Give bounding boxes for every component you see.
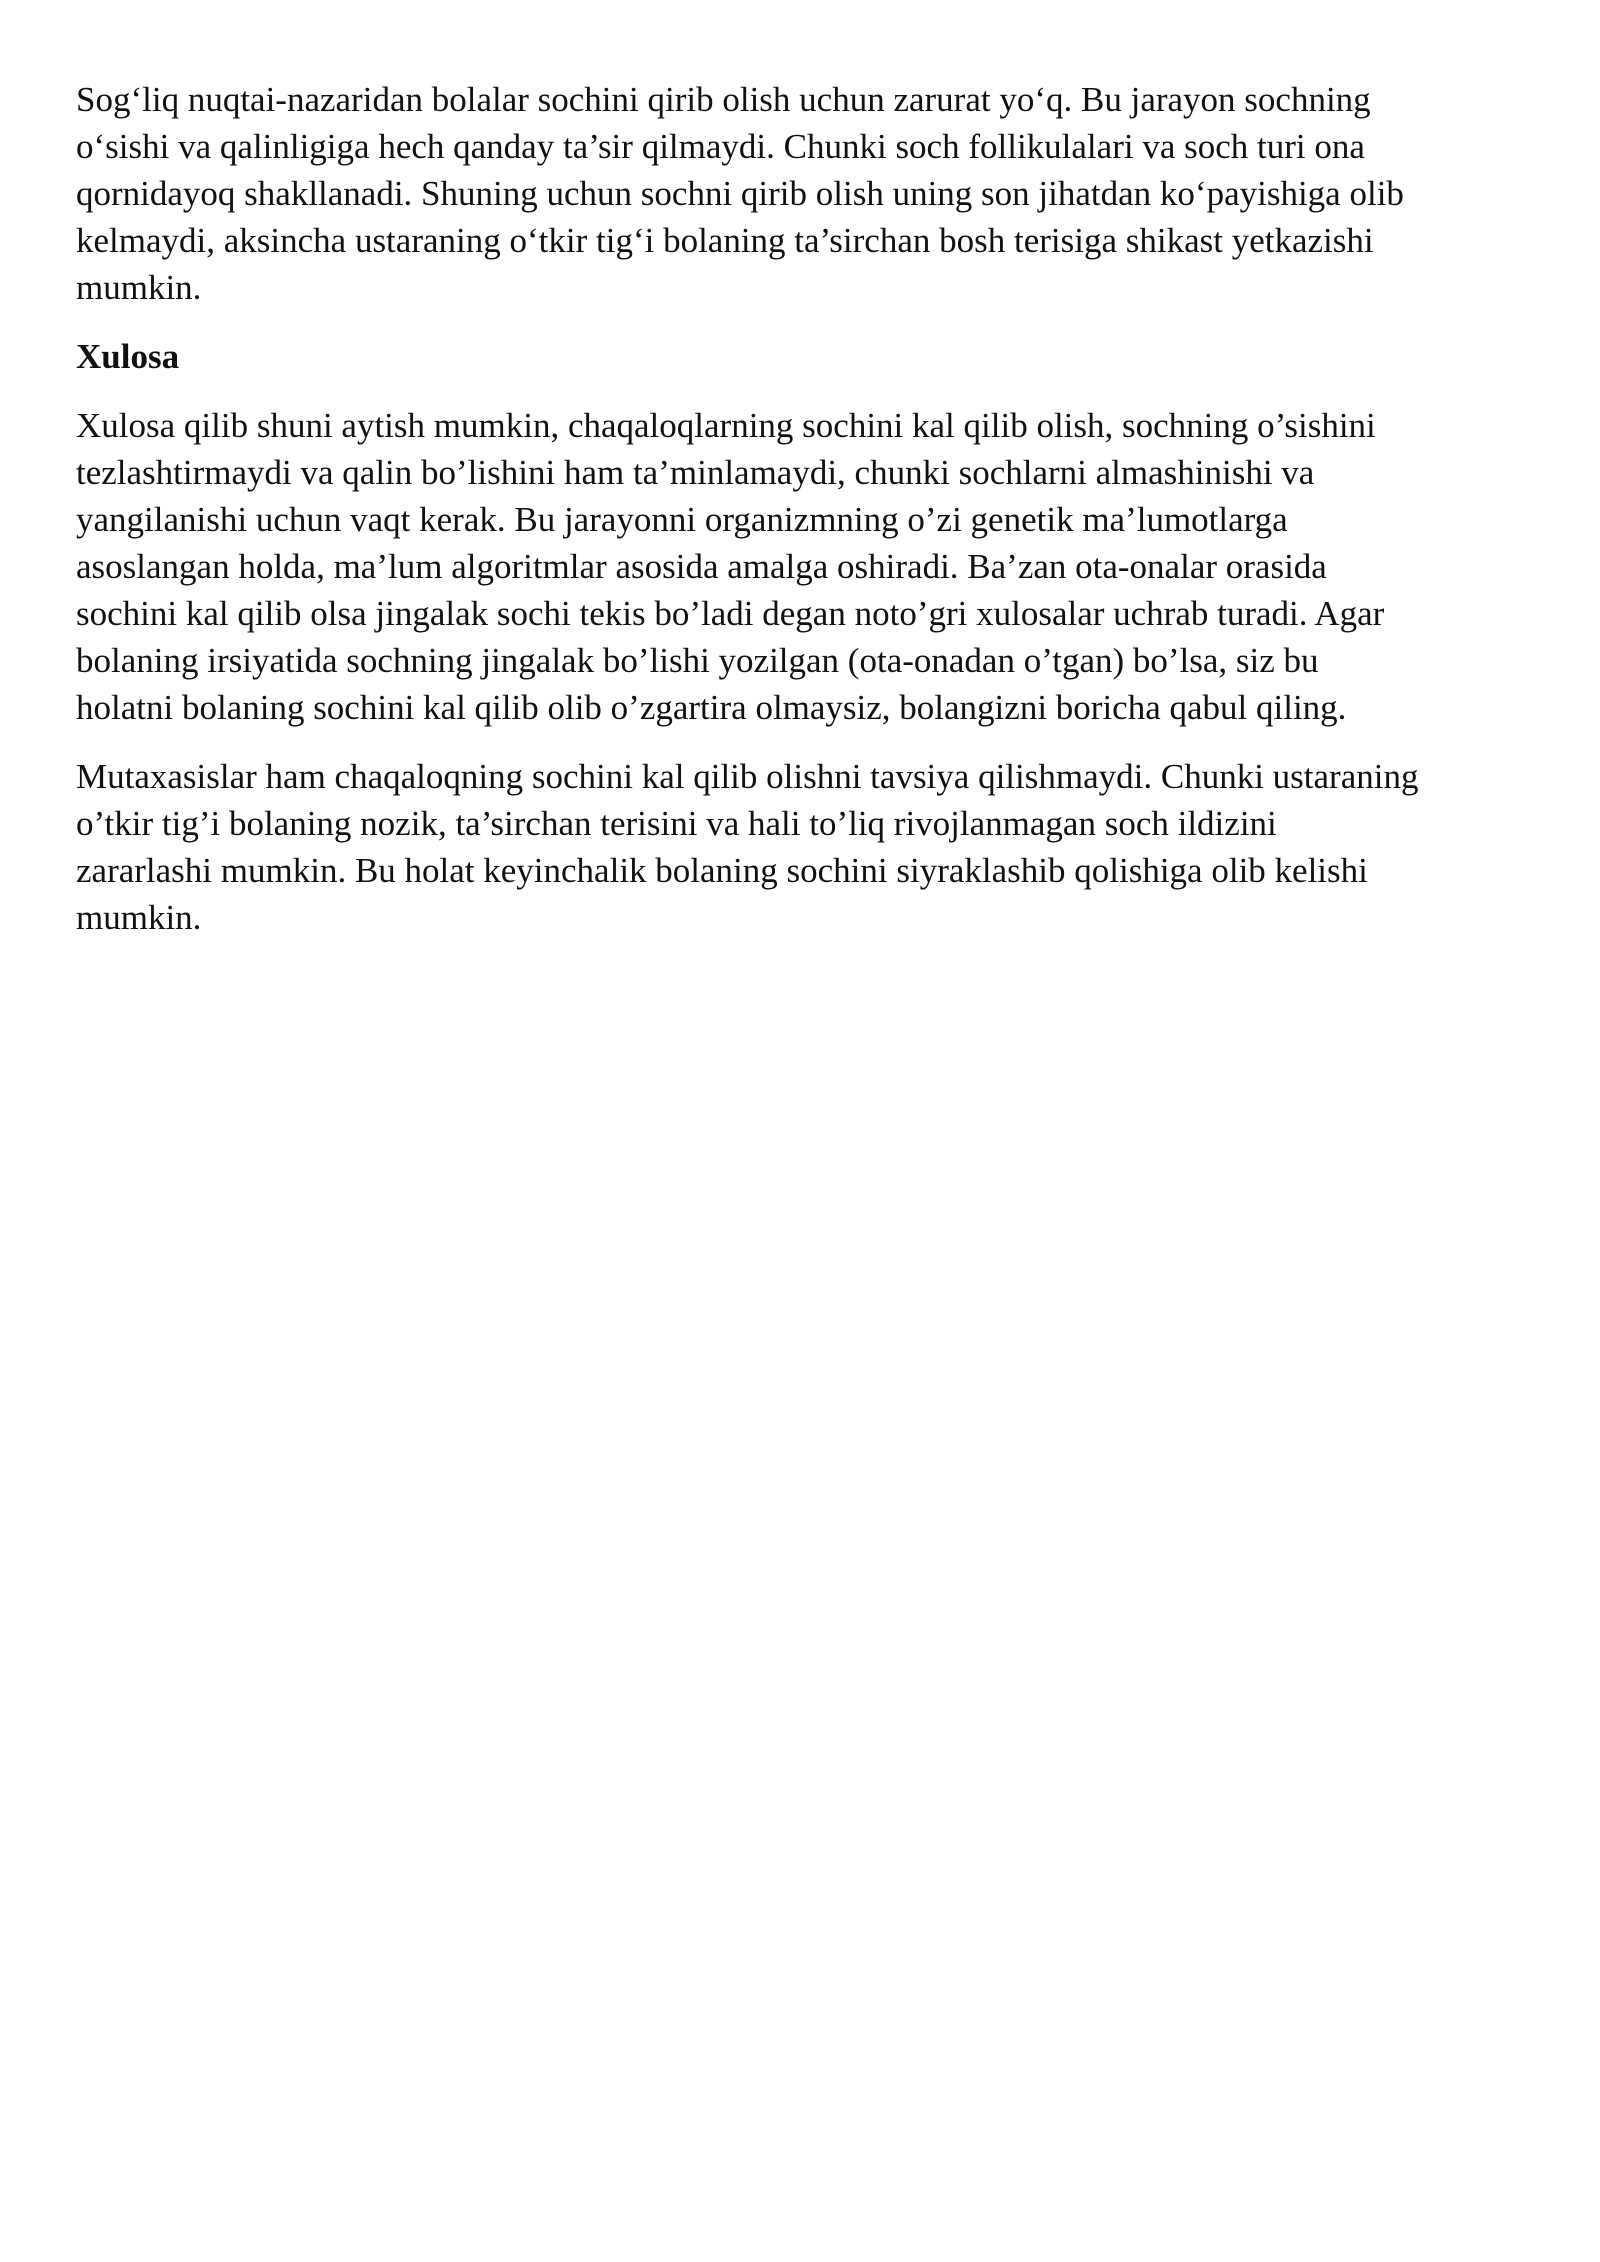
paragraph-conclusion: Xulosa qilib shuni aytish mumkin, chaqaloqlarning sochini kal qilib olish, sochning o’sishini tezlashtirmaydi va qalin bo’lishini ham ta’minlamaydi, chunki sochlarni almashinishi va yangilanishi uchun vaqt kerak. Bu jarayonni organizmning o’zi genetik ma’lumotlarga asoslangan holda, ma’lum algoritmlar asosida amalga oshiradi. Ba’zan ota-onalar orasida sochini kal qilib olsa jingalak sochi tekis bo’ladi degan noto’gri xulosalar uchrab turadi. Agar bolaning irsiyatida sochning jingalak bo’lishi yozilgan (ota-onadan o’tgan) bo’lsa, siz bu holatni bolaning sochini kal qilib olib o’zgartira olmaysiz, bolangizni boricha qabul qiling.: [76, 406, 1385, 727]
section-heading: Xulosa: [76, 337, 180, 376]
paragraph-experts: Mutaxasislar ham chaqaloqning sochini kal qilib olishni tavsiya qilishmaydi. Chunki ustaraning o’tkir tig’i bolaning nozik, ta’sirchan terisini va hali to’liq rivojlanmagan soch ildizini zararlashi mumkin. Bu holat keyinchalik bolaning sochini siyraklashib qolishiga olib kelishi mumkin.: [76, 757, 1419, 937]
paragraph-intro: Sog‘liq nuqtai-nazaridan bolalar sochini qirib olish uchun zarurat yo‘q. Bu jarayon sochning o‘sishi va qalinligiga hech qanday ta’sir qilmaydi. Chunki soch follikulalari va soch turi ona qornidayoq shakllanadi. Shuning uchun sochni qirib olish uning son jihatdan ko‘payishiga olib kelmaydi, aksincha ustaraning o‘tkir tig‘i bolaning ta’sirchan bosh terisiga shikast yetkazishi mumkin.: [76, 80, 1404, 307]
